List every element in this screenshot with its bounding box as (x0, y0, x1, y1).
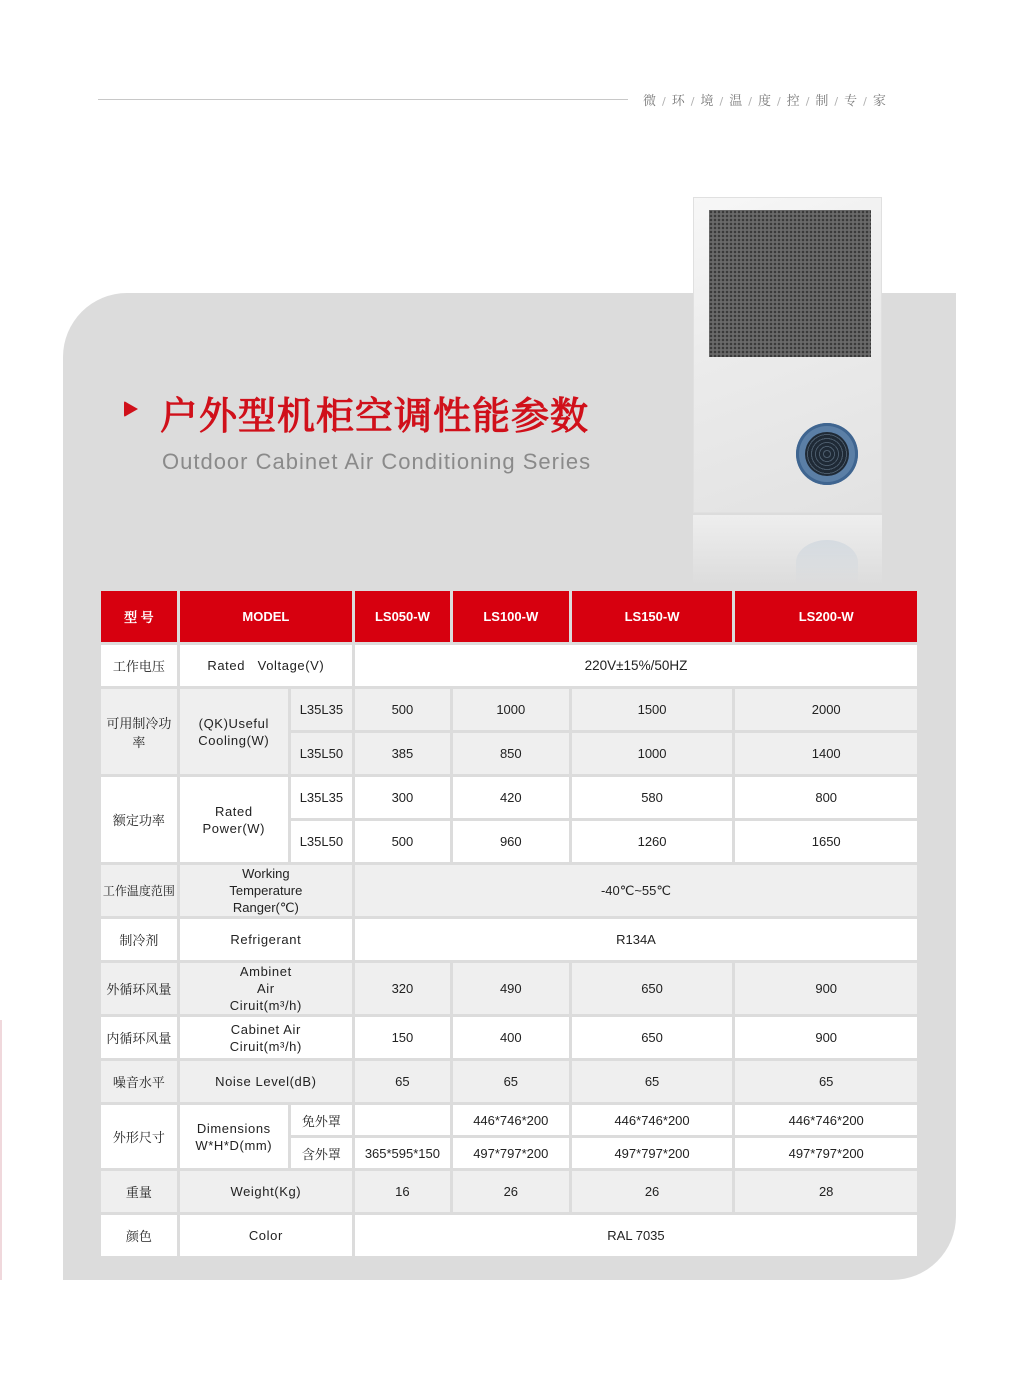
tagline-separator: / (748, 95, 753, 108)
table-row-voltage (101, 645, 917, 686)
table-row-color (101, 1215, 917, 1256)
header-model-ls100: LS100-W (453, 591, 569, 642)
cell-value: 650 (572, 963, 733, 1014)
row-label-en: Cabinet Air Ciruit(m³/h) (180, 1017, 352, 1058)
tagline-char: 制 (815, 94, 830, 109)
row-label-cn: 外循环风量 (101, 963, 177, 1014)
fan-icon (796, 423, 858, 485)
cell-value: RAL 7035 (355, 1215, 917, 1256)
cell-value: 497*797*200 (572, 1138, 733, 1168)
sub-label: 免外罩 (291, 1105, 352, 1135)
tagline-separator: / (662, 95, 667, 108)
sub-label: L35L35 (291, 777, 352, 818)
cell-value: 320 (355, 963, 450, 1014)
tagline-char: 温 (729, 94, 744, 109)
cell-value: 446*746*200 (453, 1105, 569, 1135)
header-model-ls050: LS050-W (355, 591, 450, 642)
header-cn-model: 型 号 (101, 591, 177, 642)
cell-value: 1000 (453, 689, 569, 730)
cell-value: 28 (735, 1171, 917, 1212)
table-row-cabinet-air (101, 1017, 917, 1058)
cell-value: 150 (355, 1017, 450, 1058)
row-label-cn: 工作电压 (101, 645, 177, 686)
row-label-en: Ambinet Air Ciruit(m³/h) (180, 963, 352, 1014)
table-header-row (101, 591, 917, 642)
cell-value: 650 (572, 1017, 733, 1058)
table-row-cooling-1 (101, 689, 917, 730)
page-title-cn: 户外型机柜空调性能参数 (160, 394, 590, 438)
product-image (693, 197, 882, 513)
product-reflection-fan (796, 540, 858, 585)
tagline-char: 家 (872, 94, 887, 109)
header-model-ls150: LS150-W (572, 591, 733, 642)
row-label-en: Weight(Kg) (180, 1171, 352, 1212)
row-label-en: Color (180, 1215, 352, 1256)
cell-value: 1000 (572, 733, 733, 774)
tagline-char: 专 (844, 94, 859, 109)
row-label-en: Dimensions W*H*D(mm) (180, 1105, 288, 1168)
cell-value: 850 (453, 733, 569, 774)
row-label-en: Noise Level(dB) (180, 1061, 352, 1102)
tagline-char: 微 (643, 94, 658, 109)
table-row-power-1 (101, 777, 917, 818)
cell-value: 497*797*200 (453, 1138, 569, 1168)
tagline-char: 环 (671, 94, 686, 109)
tagline-char: 控 (786, 94, 801, 109)
tagline-char: 境 (700, 94, 715, 109)
cell-value: 420 (453, 777, 569, 818)
cell-value: 1260 (572, 821, 733, 862)
tagline-separator: / (690, 95, 696, 108)
cell-value: 1650 (735, 821, 917, 862)
row-label-cn: 可用制冷功率 (101, 689, 177, 774)
tagline-separator: / (805, 95, 811, 108)
row-label-en: Rated Voltage(V) (180, 645, 352, 686)
header-model: MODEL (180, 591, 352, 642)
row-label-cn: 颜色 (101, 1215, 177, 1256)
table-row-ambient-air (101, 963, 917, 1014)
table-row-dimensions-1 (101, 1105, 917, 1135)
header-divider-line (98, 99, 628, 100)
row-label-cn: 重量 (101, 1171, 177, 1212)
row-label-en: Working Temperature Ranger(℃) (180, 865, 352, 916)
header-model-ls200: LS200-W (735, 591, 917, 642)
table-row-noise (101, 1061, 917, 1102)
grille-icon (709, 210, 871, 357)
row-label-cn: 噪音水平 (101, 1061, 177, 1102)
cell-value: 1500 (572, 689, 733, 730)
cell-value: 26 (453, 1171, 569, 1212)
table-row-refrigerant (101, 919, 917, 960)
cell-value: 446*746*200 (735, 1105, 917, 1135)
cell-value: 1400 (735, 733, 917, 774)
table-row-temperature (101, 865, 917, 916)
cell-value: 16 (355, 1171, 450, 1212)
cell-value: -40℃~55℃ (355, 865, 917, 916)
play-arrow-icon (124, 401, 138, 417)
row-label-cn: 工作温度范围 (101, 865, 177, 916)
header-tagline (643, 90, 887, 109)
sub-label: 含外罩 (291, 1138, 352, 1168)
cell-value: 800 (735, 777, 917, 818)
cell-value: 900 (735, 1017, 917, 1058)
cell-value: 65 (453, 1061, 569, 1102)
cell-value: 490 (453, 963, 569, 1014)
cell-value: 220V±15%/50HZ (355, 645, 917, 686)
sub-label: L35L50 (291, 821, 352, 862)
row-label-cn: 额定功率 (101, 777, 177, 862)
tagline-separator: / (834, 95, 840, 108)
cell-value: 65 (572, 1061, 733, 1102)
sub-label: L35L50 (291, 733, 352, 774)
row-label-cn: 制冷剂 (101, 919, 177, 960)
table-row-weight (101, 1171, 917, 1212)
cell-value: 385 (355, 733, 450, 774)
cell-value: 65 (735, 1061, 917, 1102)
page-title-en: Outdoor Cabinet Air Conditioning Series (162, 449, 592, 474)
cell-value: 900 (735, 963, 917, 1014)
fan-guard (805, 432, 849, 476)
cell-value: 446*746*200 (572, 1105, 733, 1135)
row-label-cn: 内循环风量 (101, 1017, 177, 1058)
cell-value: 580 (572, 777, 733, 818)
cell-value: 26 (572, 1171, 733, 1212)
row-label-cn: 外形尺寸 (101, 1105, 177, 1168)
sub-label: L35L35 (291, 689, 352, 730)
cell-value: 65 (355, 1061, 450, 1102)
page-edge-accent (0, 1020, 2, 1280)
tagline-char: 度 (757, 94, 772, 109)
cell-value: 365*595*150 (355, 1138, 450, 1168)
cell-value: 500 (355, 821, 450, 862)
cell-value: 300 (355, 777, 450, 818)
cell-value: 960 (453, 821, 569, 862)
cell-value: 500 (355, 689, 450, 730)
cell-value (355, 1105, 450, 1135)
tagline-separator: / (863, 95, 868, 108)
tagline-separator: / (719, 95, 725, 108)
tagline-separator: / (776, 95, 782, 108)
cell-value: 2000 (735, 689, 917, 730)
cell-value: R134A (355, 919, 917, 960)
cell-value: 497*797*200 (735, 1138, 917, 1168)
row-label-en: (QK)Useful Cooling(W) (180, 689, 288, 774)
row-label-en: Refrigerant (180, 919, 352, 960)
cell-value: 400 (453, 1017, 569, 1058)
row-label-en: Rated Power(W) (180, 777, 288, 862)
spec-table (98, 588, 920, 1259)
